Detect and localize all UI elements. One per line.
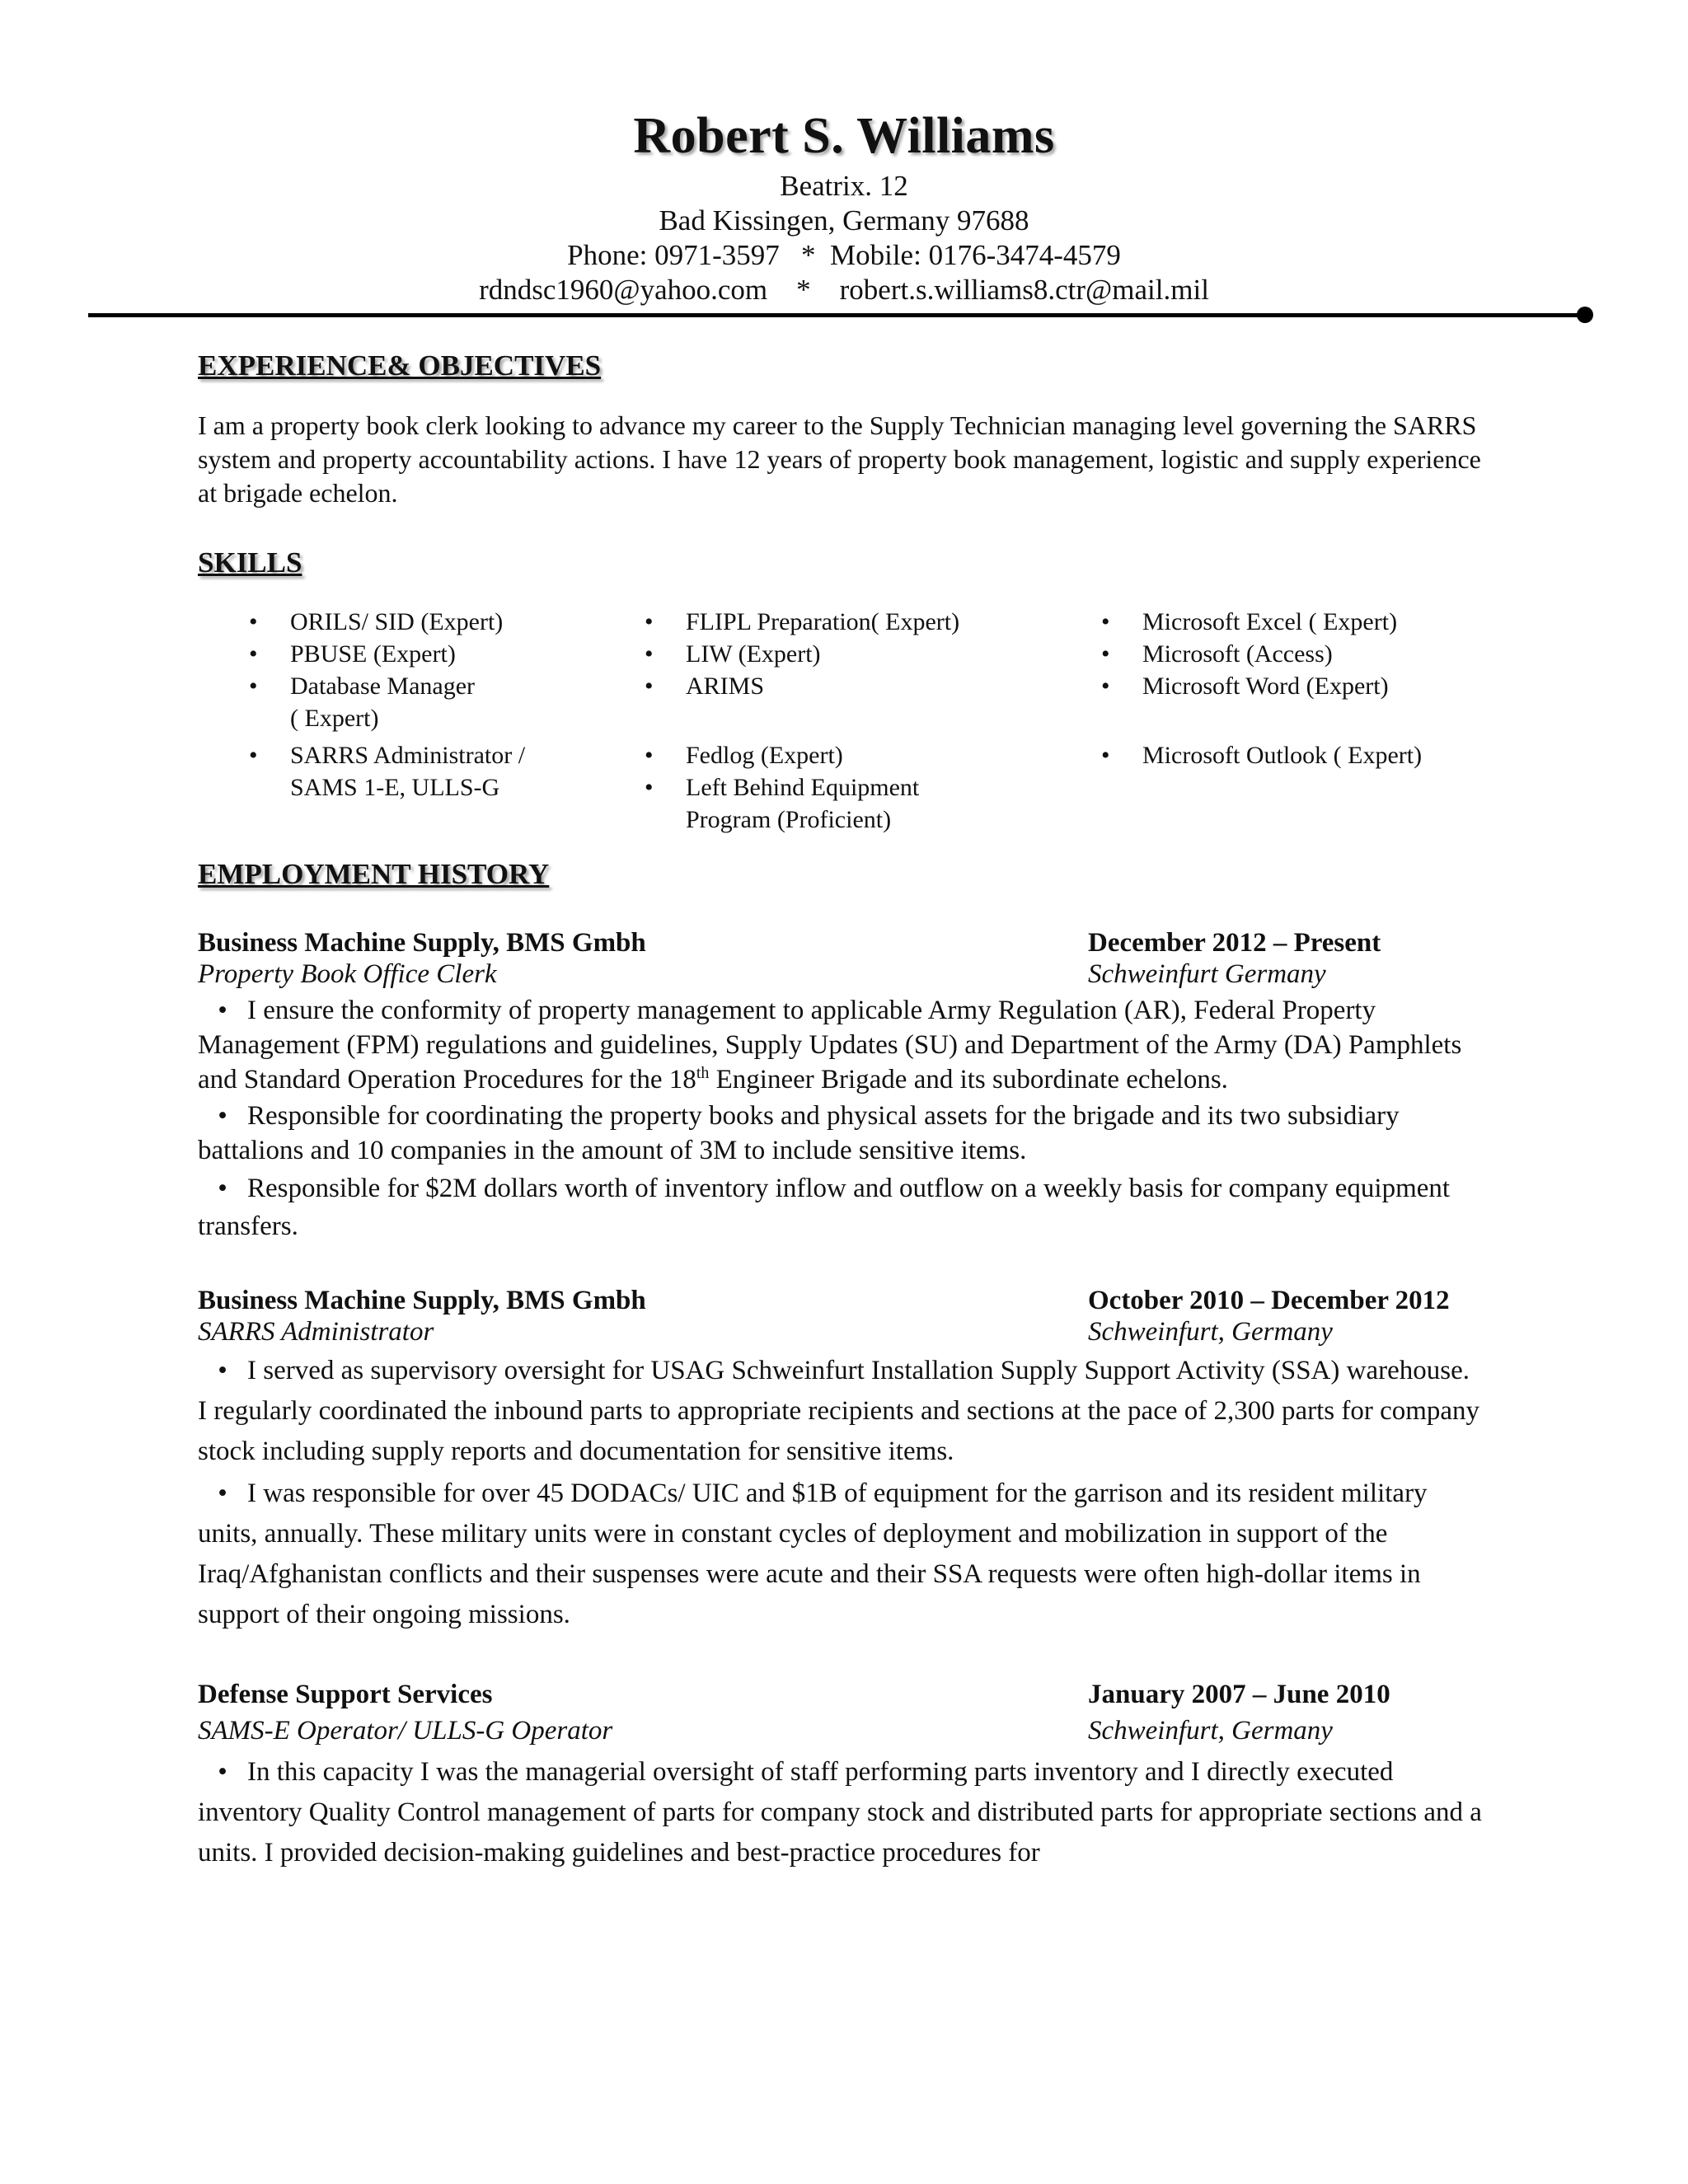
job-bullet [198, 1099, 1484, 1168]
bullet-text: In this capacity I was the managerial oversight of staff performing parts inventory and I directly executed inventory Quality Control management of parts for company stock and distributed parts for appropriate sections and a units. I provided decision-making guidelines and best-practice procedures for [198, 1757, 1482, 1868]
skill-item: • Microsoft Excel ( Expert) [1096, 606, 1484, 638]
skill-item: • Microsoft Outlook ( Expert) [1096, 739, 1484, 771]
resume-body [198, 346, 1484, 1873]
skill-item [244, 739, 574, 804]
skill-item: • Microsoft (Access) [1096, 638, 1484, 670]
skill-item [244, 670, 574, 734]
job-location: Schweinfurt, Germany [1088, 1317, 1333, 1347]
job-bullets [198, 993, 1484, 1245]
job-header-row [198, 1676, 1484, 1713]
skills-list [198, 606, 1484, 845]
bullet-text: I served as supervisory oversight for USAG Schweinfurt Installation Supply Support Activity (SSA) warehouse. I regularly coordinated the inbound parts to appropriate recipients and sections at the pace of 2,300 parts for company stock including supply reports and documentation for sensitive items. [198, 1356, 1480, 1466]
job-role-row [198, 1316, 1484, 1347]
skill-item: • FLIPL Preparation( Expert) [640, 606, 1052, 638]
skill-text: SAMS 1-E, ULLS-G [290, 774, 500, 801]
resume-header [0, 103, 1688, 307]
job-entry [198, 1676, 1484, 1873]
bullet-glyph: • [218, 1356, 227, 1385]
job-dates: October 2010 – December 2012 [1088, 1286, 1450, 1315]
address-line-1: Beatrix. 12 [780, 170, 908, 202]
skill-item: • PBUSE (Expert) [244, 638, 574, 670]
experience-section-title: EXPERIENCE& OBJECTIVES [198, 349, 602, 382]
superscript: th [696, 1064, 710, 1082]
job-company: Defense Support Services [198, 1680, 493, 1709]
job-role: SARRS Administrator [198, 1317, 434, 1347]
job-entry [198, 927, 1484, 1245]
skill-item [640, 771, 1052, 836]
skill-item: • Fedlog (Expert) [640, 739, 1052, 771]
job-bullets [198, 1351, 1484, 1635]
email-line: rdndsc1960@yahoo.com * robert.s.williams8.ctr@mail.mil [479, 274, 1209, 306]
candidate-name: Robert S. Williams [633, 108, 1055, 164]
skill-text: ( Expert) [290, 705, 379, 732]
bullet-glyph: • [218, 1101, 227, 1131]
bullet-text: Responsible for coordinating the property books and physical assets for the brigade and its two subsidiary battalions and 10 companies in the amount of 3M to include sensitive items. [198, 1101, 1400, 1165]
job-dates: January 2007 – June 2010 [1088, 1680, 1390, 1709]
skill-text: SARRS Administrator / [290, 742, 526, 769]
job-bullet [198, 1474, 1484, 1635]
job-role-row [198, 958, 1484, 990]
bullet-text: I ensure the conformity of property management to applicable Army Regulation (AR), Federal Property Management (FPM) regulations and guidelines, Supply Updates (SU) and Department of the Army (DA) Pamphlets and Standard Operation Procedures for the 18 [198, 996, 1462, 1094]
job-role: Property Book Office Clerk [198, 959, 497, 989]
skills-column-2 [640, 606, 1052, 836]
job-bullet [198, 1752, 1484, 1873]
employment-section-title: EMPLOYMENT HISTORY [198, 858, 550, 890]
bullet-text: Engineer Brigade and its subordinate echelons. [709, 1065, 1228, 1094]
skills-column-1 [244, 606, 574, 804]
skill-text: Database Manager [290, 673, 476, 700]
skill-item: • Microsoft Word (Expert) [1096, 670, 1484, 702]
bullet-glyph: • [218, 996, 227, 1025]
header-divider-dot [1577, 307, 1593, 323]
job-bullet [198, 1169, 1484, 1245]
job-bullet [198, 1351, 1484, 1472]
job-header-row [198, 927, 1484, 958]
header-divider [88, 313, 1588, 317]
bullet-glyph: • [218, 1757, 227, 1787]
job-header-row [198, 1285, 1484, 1316]
job-entry [198, 1285, 1484, 1635]
skill-item: • ARIMS [640, 670, 1052, 702]
job-dates: December 2012 – Present [1088, 928, 1381, 958]
job-role-row [198, 1713, 1484, 1749]
address-line-2: Bad Kissingen, Germany 97688 [659, 204, 1029, 237]
job-bullets [198, 1752, 1484, 1873]
skills-column-3 [1096, 606, 1484, 771]
phone-line: Phone: 0971-3597 * Mobile: 0176-3474-4579 [567, 239, 1121, 271]
skill-item: • LIW (Expert) [640, 638, 1052, 670]
skill-text: Program (Proficient) [686, 806, 892, 833]
experience-text: I am a property book clerk looking to advance my career to the Supply Technician managing level governing the SARRS system and property accountability actions. I have 12 years of property book management, logistic and supply experience at brigade echelon. [198, 410, 1481, 508]
job-location: Schweinfurt Germany [1088, 959, 1326, 989]
bullet-text: Responsible for $2M dollars worth of inventory inflow and outflow on a weekly basis for company equipment transfers. [198, 1174, 1451, 1241]
bullet-text: I was responsible for over 45 DODACs/ UIC and $1B of equipment for the garrison and its resident military units, annually. These military units were in constant cycles of deployment and mobilization in support of the Iraq/Afghanistan conflicts and their suspenses were acute and their SSA requests were often high-dollar items in support of their ongoing missions. [198, 1479, 1428, 1629]
skill-text: Left Behind Equipment [686, 774, 920, 801]
skills-section-title: SKILLS [198, 546, 302, 579]
job-company: Business Machine Supply, BMS Gmbh [198, 928, 646, 958]
job-bullet [198, 993, 1484, 1097]
job-role: SAMS-E Operator/ ULLS-G Operator [198, 1716, 613, 1746]
job-location: Schweinfurt, Germany [1088, 1716, 1333, 1746]
bullet-glyph: • [218, 1479, 227, 1508]
bullet-glyph: • [218, 1174, 227, 1203]
skill-item: • ORILS/ SID (Expert) [244, 606, 574, 638]
job-company: Business Machine Supply, BMS Gmbh [198, 1286, 646, 1315]
